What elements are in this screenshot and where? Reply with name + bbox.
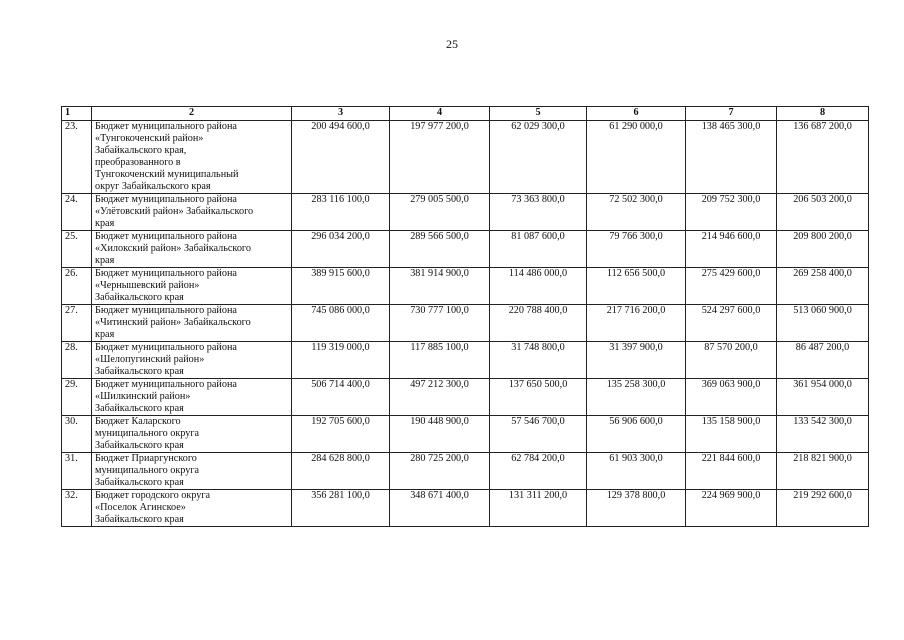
amount-cell: 219 292 600,0 [777,490,869,527]
budget-name-line: Бюджет Каларского [95,416,181,427]
amount-cell: 112 656 500,0 [587,268,686,305]
table-row [62,453,869,490]
amount-cell: 79 766 300,0 [587,231,686,268]
amount-cell: 136 687 200,0 [777,121,869,194]
amount-cell: 220 788 400,0 [490,305,587,342]
budget-name-line: «Шилкинский район» [95,391,191,402]
table-row [62,305,869,342]
column-header: 3 [292,107,390,121]
row-number: 23. [62,121,92,194]
amount-cell: 381 914 900,0 [390,268,490,305]
budget-name-line: округ Забайкальского края [95,181,211,192]
amount-cell: 73 363 800,0 [490,194,587,231]
budget-name-line: Бюджет муниципального района [95,231,237,242]
amount-cell: 192 705 600,0 [292,416,390,453]
budget-name-line: муниципального округа [95,465,200,476]
amount-cell: 269 258 400,0 [777,268,869,305]
budget-name [92,231,292,268]
budget-name [92,490,292,527]
row-number: 24. [62,194,92,231]
amount-cell: 200 494 600,0 [292,121,390,194]
amount-cell: 135 258 300,0 [587,379,686,416]
budget-name-line: Забайкальского края [95,366,184,377]
table-row [62,379,869,416]
budget-name-line: края [95,218,115,229]
amount-cell: 214 946 600,0 [686,231,777,268]
budget-name [92,379,292,416]
budget-name-line: Забайкальского края [95,403,184,414]
amount-cell: 217 716 200,0 [587,305,686,342]
amount-cell: 137 650 500,0 [490,379,587,416]
amount-cell: 56 906 600,0 [587,416,686,453]
amount-cell: 745 086 000,0 [292,305,390,342]
amount-cell: 62 784 200,0 [490,453,587,490]
amount-cell: 284 628 800,0 [292,453,390,490]
amount-cell: 356 281 100,0 [292,490,390,527]
budget-name [92,305,292,342]
budget-name-line: Бюджет городского округа [95,490,211,501]
row-number: 29. [62,379,92,416]
budget-name-line: Забайкальского края [95,292,184,303]
column-header: 5 [490,107,587,121]
amount-cell: 135 158 900,0 [686,416,777,453]
budget-name-line: преобразованного в [95,157,181,168]
budget-name [92,194,292,231]
budget-name-line: Бюджет Приаргунского [95,453,197,464]
amount-cell: 197 977 200,0 [390,121,490,194]
amount-cell: 81 087 600,0 [490,231,587,268]
amount-cell: 31 748 800,0 [490,342,587,379]
budget-name-line: «Шелопугинский район» [95,354,205,365]
budget-name-line: Забайкальского края, [95,145,187,156]
amount-cell: 117 885 100,0 [390,342,490,379]
row-number: 27. [62,305,92,342]
column-header: 2 [92,107,292,121]
amount-cell: 506 714 400,0 [292,379,390,416]
budget-name-line: Забайкальского края [95,514,184,525]
amount-cell: 133 542 300,0 [777,416,869,453]
budget-name-line: Бюджет муниципального района [95,194,237,205]
table-body [62,121,869,527]
amount-cell: 86 487 200,0 [777,342,869,379]
budget-name-line: «Читинский район» Забайкальского [95,317,251,328]
table-row [62,231,869,268]
table-row [62,490,869,527]
budget-name-line: края [95,255,115,266]
budget-name-line: Бюджет муниципального района [95,121,237,132]
amount-cell: 209 800 200,0 [777,231,869,268]
column-header: 1 [62,107,92,121]
amount-cell: 119 319 000,0 [292,342,390,379]
table-row [62,194,869,231]
table-row [62,416,869,453]
column-header: 6 [587,107,686,121]
amount-cell: 224 969 900,0 [686,490,777,527]
budget-name [92,268,292,305]
amount-cell: 289 566 500,0 [390,231,490,268]
amount-cell: 72 502 300,0 [587,194,686,231]
budget-name-line: Бюджет муниципального района [95,268,237,279]
amount-cell: 131 311 200,0 [490,490,587,527]
amount-cell: 62 029 300,0 [490,121,587,194]
row-number: 32. [62,490,92,527]
budget-name [92,342,292,379]
budget-name-line: «Улётовский район» Забайкальского [95,206,254,217]
amount-cell: 218 821 900,0 [777,453,869,490]
table-header-row [62,107,869,121]
page-number: 25 [446,37,458,51]
column-header: 4 [390,107,490,121]
budget-name-line: «Тунгокоченский район» [95,133,204,144]
budget-name-line: Тунгокоченский муниципальный [95,169,239,180]
budget-name-line: Забайкальского края [95,477,184,488]
amount-cell: 87 570 200,0 [686,342,777,379]
table-row [62,342,869,379]
row-number: 26. [62,268,92,305]
amount-cell: 361 954 000,0 [777,379,869,416]
amount-cell: 279 005 500,0 [390,194,490,231]
amount-cell: 389 915 600,0 [292,268,390,305]
amount-cell: 57 546 700,0 [490,416,587,453]
amount-cell: 129 378 800,0 [587,490,686,527]
amount-cell: 296 034 200,0 [292,231,390,268]
row-number: 31. [62,453,92,490]
amount-cell: 730 777 100,0 [390,305,490,342]
budget-name-line: Бюджет муниципального района [95,305,237,316]
row-number: 30. [62,416,92,453]
table-row [62,268,869,305]
amount-cell: 138 465 300,0 [686,121,777,194]
budget-name-line: муниципального округа [95,428,200,439]
budget-name-line: Бюджет муниципального района [95,379,237,390]
amount-cell: 524 297 600,0 [686,305,777,342]
amount-cell: 275 429 600,0 [686,268,777,305]
amount-cell: 190 448 900,0 [390,416,490,453]
amount-cell: 114 486 000,0 [490,268,587,305]
budget-table [61,106,869,527]
amount-cell: 513 060 900,0 [777,305,869,342]
amount-cell: 206 503 200,0 [777,194,869,231]
budget-name [92,453,292,490]
table-row [62,121,869,194]
amount-cell: 61 290 000,0 [587,121,686,194]
amount-cell: 31 397 900,0 [587,342,686,379]
row-number: 28. [62,342,92,379]
amount-cell: 497 212 300,0 [390,379,490,416]
amount-cell: 221 844 600,0 [686,453,777,490]
budget-name-line: Бюджет муниципального района [95,342,237,353]
row-number: 25. [62,231,92,268]
amount-cell: 369 063 900,0 [686,379,777,416]
budget-name [92,416,292,453]
amount-cell: 348 671 400,0 [390,490,490,527]
amount-cell: 283 116 100,0 [292,194,390,231]
budget-name [92,121,292,194]
column-header: 7 [686,107,777,121]
column-header: 8 [777,107,869,121]
budget-name-line: «Чернышевский район» [95,280,200,291]
budget-name-line: Забайкальского края [95,440,184,451]
amount-cell: 280 725 200,0 [390,453,490,490]
amount-cell: 209 752 300,0 [686,194,777,231]
budget-name-line: «Поселок Агинское» [95,502,186,513]
budget-name-line: края [95,329,115,340]
budget-name-line: «Хилокский район» Забайкальского [95,243,251,254]
amount-cell: 61 903 300,0 [587,453,686,490]
